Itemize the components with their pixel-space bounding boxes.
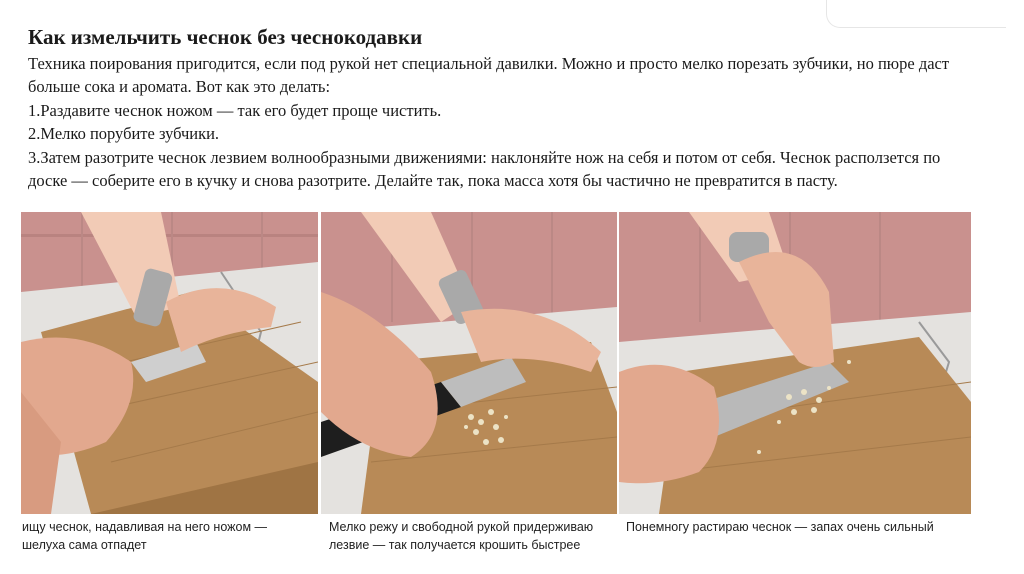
step-1: 1.Раздавите чеснок ножом — так его будет проще чистить. [28, 100, 442, 120]
photo-2-caption: Мелко режу и свободной рукой придерживаю лезвие — так получается крошить быстрее [329, 520, 594, 552]
garlic-chopping-photo [321, 212, 617, 514]
page-title: Как измельчить чеснок без чеснокодавки [28, 25, 423, 49]
intro-paragraph: Техника поирования пригодится, если под рукой нет специальной давилки. Можно и просто мелко порезать зубчики, но пюре даст больше сока и аромата. Вот как это делать: [28, 54, 950, 97]
garlic-mashing-photo [619, 212, 971, 514]
garlic-crushing-photo [21, 212, 318, 514]
photo-1-caption: ищу чеснок, надавливая на него ножом — шелуха сама отпадет [22, 520, 268, 552]
article-body [28, 52, 978, 192]
step-3: 3.Затем разотрите чеснок лезвием волнообразными движениями: наклоняйте нож на себя и потом от себя. Чеснок расползется по доске — соберите его в кучку и снова разотрите. Делайте так, пока масса хотя бы частично не превратится в пасту. [28, 147, 941, 191]
step-2: 2.Мелко порубите зубчики. [28, 124, 220, 144]
photo-3-caption: Понемногу растираю чеснок — запах очень сильный [626, 520, 934, 534]
decorative-corner-line [826, 0, 1006, 28]
